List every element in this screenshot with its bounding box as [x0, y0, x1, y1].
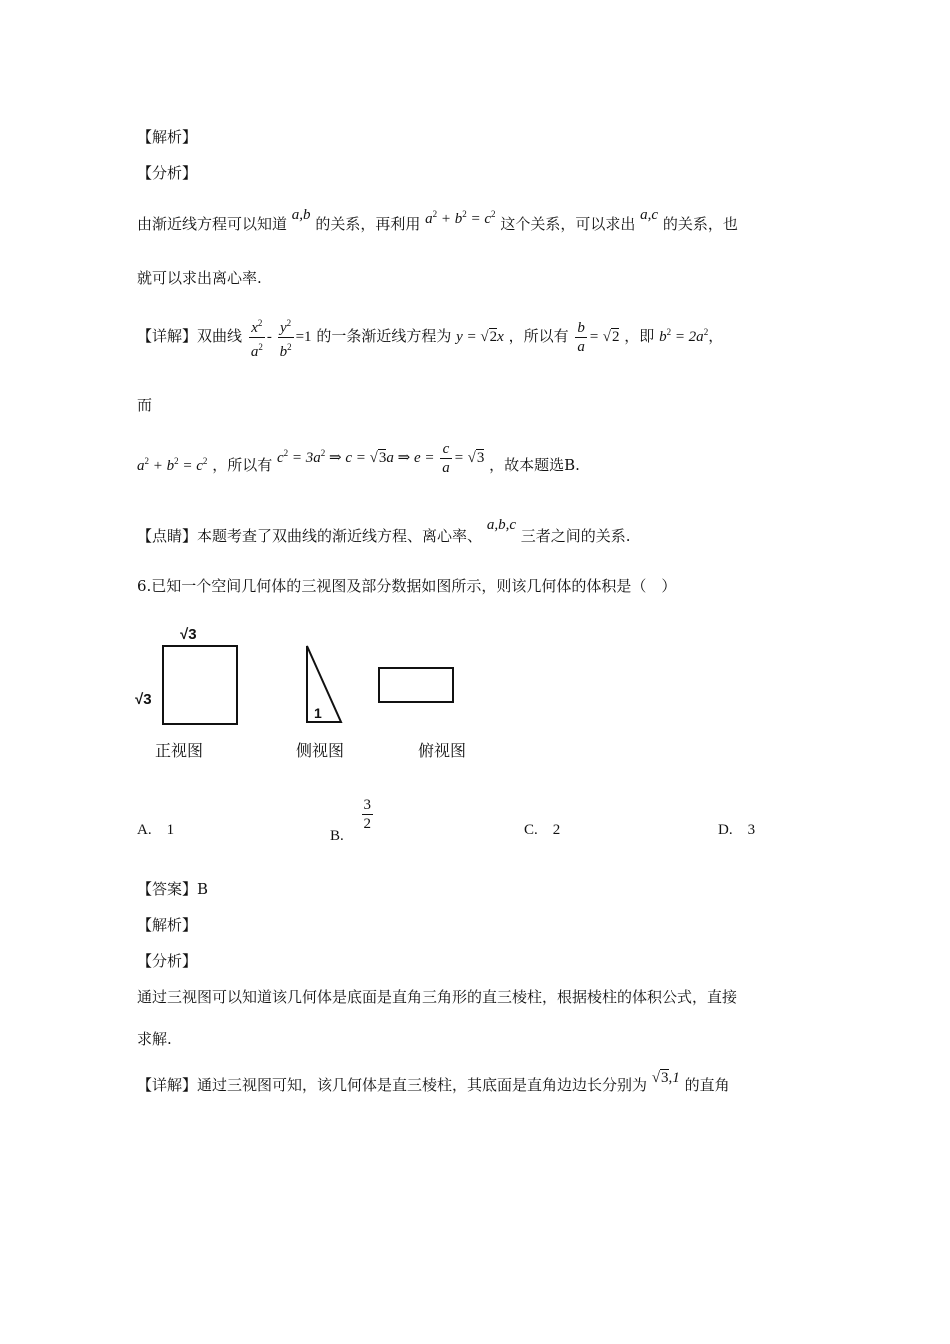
- side-view-dim: 1: [314, 705, 322, 721]
- front-view-top-dim: √3: [180, 626, 197, 643]
- option-c: C. 2: [524, 822, 561, 838]
- derivation-line: $a^2 + b^2 = c^2$ ，所以有 $c^2 = 3a^2$ ⇒ c = √3a ⇒ e = $\frac{c}{a}$ = √3 ，故本题选B.: [137, 441, 580, 476]
- detail-line: 【详解】双曲线 $\frac{x^2}{a^2}$ - $\frac{y^2}{b^2}$ =1 的一条渐近线方程为 y = √2x ，所以有 $\frac{b}{a}$ = √2 ，即 $b^2 = 2a^2$，: [137, 314, 723, 361]
- top-view-label: 俯视图: [418, 741, 467, 760]
- question-6-stem: 6.已知一个空间几何体的三视图及部分数据如图所示，则该几何体的体积是（ ）: [137, 577, 677, 595]
- q6-detail-line: 【详解】通过三视图可知，该几何体是直三棱柱，其底面是直角边边长分别为 √3,1 的直角: [137, 1070, 730, 1094]
- section-fenxi-2: 【分析】: [137, 952, 198, 970]
- q6-analysis-line-1: 通过三视图可以知道该几何体是底面是直角三角形的直三棱柱，根据棱柱的体积公式，直接: [137, 988, 738, 1006]
- analysis-line-2: 就可以求出离心率.: [137, 269, 262, 287]
- three-views-figure: [130, 612, 490, 772]
- analysis-line-1: 由渐近线方程可以知道 a,b 的关系，再利用 $a^2 + b^2 = c^2$ 这个关系，可以求出 a,c 的关系，也: [137, 207, 738, 233]
- side-view-label: 侧视图: [296, 741, 345, 760]
- option-b: B. $\frac{3}{2}$: [330, 797, 372, 844]
- section-jiexi: 【解析】: [137, 128, 198, 146]
- front-view-label: 正视图: [155, 741, 204, 760]
- side-view-triangle: [307, 646, 341, 722]
- front-view-square: [163, 646, 237, 724]
- q6-analysis-line-2: 求解.: [137, 1030, 172, 1048]
- text-er: 而: [137, 396, 153, 414]
- answer-line: 【答案】B: [137, 880, 209, 898]
- tip-line: 【点睛】本题考查了双曲线的渐近线方程、离心率、 a,b,c 三者之间的关系.: [137, 517, 631, 545]
- section-fenxi: 【分析】: [137, 164, 198, 182]
- section-jiexi-2: 【解析】: [137, 916, 198, 934]
- option-d: D. 3: [718, 822, 756, 838]
- option-a: A. 1: [137, 822, 175, 838]
- top-view-rect: [379, 668, 453, 702]
- front-view-left-dim: √3: [135, 691, 152, 708]
